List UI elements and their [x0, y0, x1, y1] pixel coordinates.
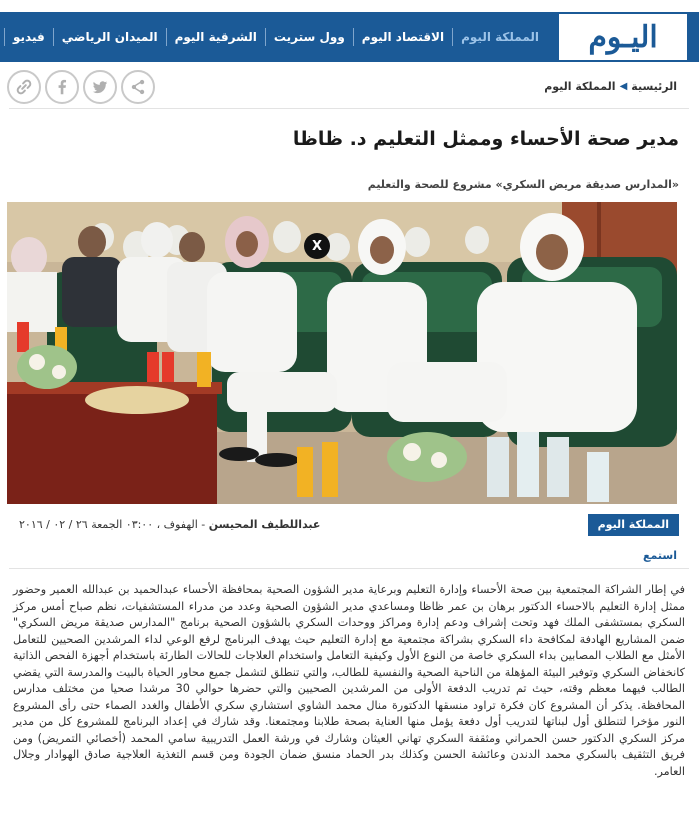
twitter-icon[interactable] [84, 70, 118, 104]
article-photo[interactable] [8, 202, 678, 504]
share-buttons [8, 70, 156, 104]
nav-item-more[interactable] [0, 28, 5, 46]
breadcrumb [545, 80, 678, 93]
breadcrumb-home[interactable]: الرئيسية [632, 80, 678, 93]
author-name[interactable]: عبداللطيف المحيسن [209, 518, 322, 531]
article-title: مدير صحة الأحساء وممثل التعليم د. ظاظا [293, 128, 680, 150]
nav-item-eastern[interactable]: الشرقية اليوم [167, 28, 266, 46]
location-time: - الهفوف ، ٠٣:٠٠ الجمعة ٢٦ / ٠٢ / ٢٠١٦ [20, 518, 210, 531]
nav-item-wall-street[interactable]: وول ستريت [266, 28, 354, 46]
photo-illustration [8, 202, 678, 504]
nav-item-video[interactable]: فيديو [5, 28, 54, 46]
facebook-icon[interactable] [46, 70, 80, 104]
share-icon[interactable] [122, 70, 156, 104]
main-nav [0, 12, 548, 62]
article-meta [20, 514, 680, 536]
article-paragraph: في إطار الشراكة المجتمعية بين صحة الأحساء وإدارة التعليم وبرعاية مدير الشؤون الصحية بمحافظة الأحساء عبدالحميد بن عبدالله العمير وحضور ممثل إدارة التعليم بالاحساء الدكتور برهان بن عمر ظاظا ومساعدي مدير الشؤون الصحية وعدد من مدراء المستشفيات، نظم صباح أمس مركز السكري بمستشفى الملك فهد وتحت إشراف ودعم إدارة ومراكز ووحدات السكري بالشؤون الصحية برنامج "المدارس صديقة مريض السكري" ضمن المشاريع الهادفة لمكافحة داء السكري بشراكة مجتمعية مع إدارة التعليم حيث يهدف البرنامج لرفع الوعي لداء المرشدين الصحيين للتعامل الأمثل مع الطلاب المصابين بداء السكري خاصة من النوع الأول وكيفية التعامل واستخدام العلاجات للحالات الطارئة باستخدام أجهزة الفحص الذاتية كانخفاض السكري وتوفير البيئة المؤهلة من الناحية الصحية والنفسية للطالب، والتي تنطلق لتشمل جميع محاور الحياة بالبيت والمدرسة التي يقضي الطالب فيهما معظم وقته، حيث تم تدريب الدفعة الأولى من المرشدين الصحيين والتي حضرها حوالي 30 مرشدا صحيا من مختلف مدارس المحافظة. يذكر أن المشروع كان فكرة تراود منسقها الدكتورة منال محمد الشاوي استشاري سكري الأطفال والغدد الصماء حتى رأى المشروع النور مؤخرا لتنطلق أول لبناتها لتدريب أول دفعة يؤمل منها العناية بصحة طلابنا ومجتمعنا. وقد شارك في إعداد البرنامج للمشروع كل من مدير مركز السكري الدكتور حسن الحمراني ومثقفة السكري تهاني العيثان وشارك في ورشة العمل التدريبية سامي المحمد (أخصائي التمريض) ومن فريق التثقيف بالسكري محمد الدندن وعائشة الحسن وكذلك بدر الحماد منسق ضمان الجودة ومن قسم التغذية العلاجية صادق الهوادار وجلال العامر. [14, 583, 686, 778]
article-body [14, 582, 686, 780]
article-subtitle: «المدارس صديقة مريض السكري» مشروع للصحة والتعليم [368, 178, 680, 191]
nav-item-economy[interactable]: الاقتصاد اليوم [354, 28, 453, 46]
logo-text: اليـوم [589, 19, 659, 55]
divider [10, 108, 690, 109]
divider [10, 568, 690, 569]
chevron-left-icon: ◀ [620, 81, 629, 92]
nav-item-kingdom[interactable]: المملكة اليوم [453, 28, 548, 46]
breadcrumb-current[interactable]: المملكة اليوم [545, 80, 617, 93]
category-badge[interactable]: المملكة اليوم [589, 514, 680, 536]
top-nav-bar [0, 12, 700, 62]
nav-item-sports[interactable]: الميدان الرياضي [54, 28, 167, 46]
close-icon[interactable]: X [305, 233, 331, 259]
site-logo[interactable] [560, 14, 688, 60]
link-icon[interactable] [8, 70, 42, 104]
listen-button[interactable]: استمع [644, 549, 678, 562]
byline [20, 518, 321, 531]
